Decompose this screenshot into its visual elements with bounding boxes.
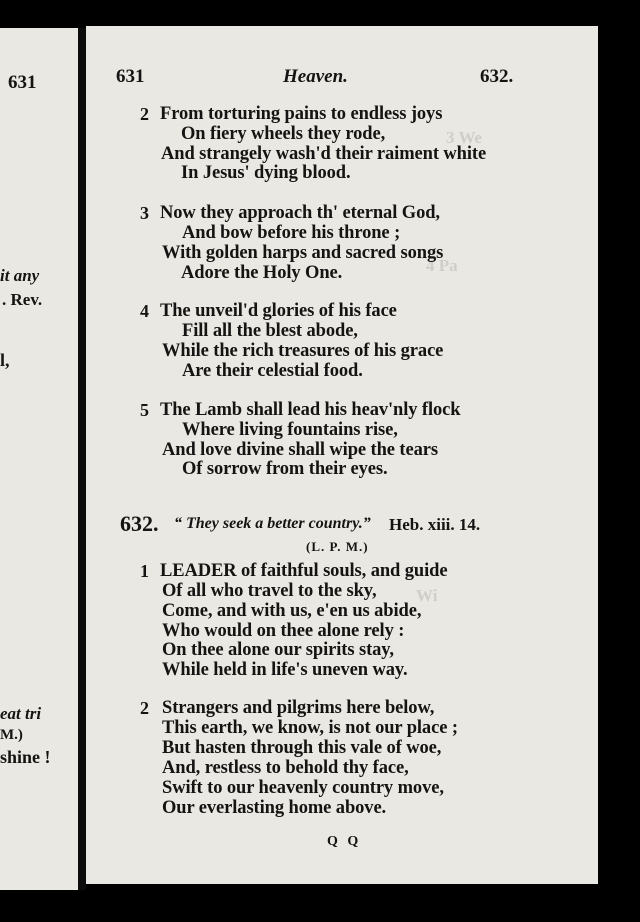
left-page-number: 631: [8, 72, 37, 93]
verse-line: The Lamb shall lead his heav'nly flock: [160, 400, 461, 420]
verse-line: And strangely wash'd their raiment white: [161, 144, 487, 164]
verse-line: Of sorrow from their eyes.: [182, 459, 388, 479]
left-page-fragment: l,: [0, 350, 10, 370]
verse-line: Fill all the blest abode,: [182, 321, 358, 341]
verse-line: From torturing pains to endless joys: [160, 104, 443, 124]
stanza-number: 3: [140, 203, 149, 223]
verse-line: And, restless to behold thy face,: [162, 758, 409, 778]
left-page-fragment: M.): [0, 727, 23, 743]
hymn-meter: (L. P. M.): [306, 539, 369, 554]
verse-line: Adore the Holy One.: [181, 263, 343, 283]
show-through: 4 Pa: [426, 256, 458, 275]
verse-line: Our everlasting home above.: [162, 798, 387, 818]
verse-line: Are their celestial food.: [182, 361, 363, 381]
book-gutter: [78, 28, 86, 890]
verse-line: Of all who travel to the sky,: [162, 581, 377, 601]
left-page-edge: [0, 28, 78, 890]
verse-line: In Jesus' dying blood.: [181, 163, 351, 183]
verse-line: Who would on thee alone rely :: [162, 621, 405, 641]
verse-line: Now they approach th' eternal God,: [160, 203, 440, 223]
show-through: Wi: [416, 586, 438, 605]
stanza-number: 2: [140, 104, 149, 124]
hymn-title: “ They seek a better country.”: [174, 515, 371, 532]
verse-line: Swift to our heavenly country move,: [162, 778, 444, 798]
verse-line: The unveil'd glories of his face: [160, 301, 397, 321]
stanza-number: 4: [140, 301, 149, 321]
header-page-number-left: 631: [116, 66, 145, 87]
verse-line: And love divine shall wipe the tears: [162, 440, 438, 460]
verse-line: And bow before his throne ;: [182, 223, 401, 243]
stanza-number: 5: [140, 400, 149, 420]
verse-line: While held in life's uneven way.: [162, 660, 408, 680]
left-page-fragment: eat tri: [0, 704, 42, 723]
verse-line: Where living fountains rise,: [182, 420, 398, 440]
verse-line: While the rich treasures of his grace: [162, 341, 444, 361]
running-head-title: Heaven.: [283, 66, 348, 87]
verse-line: Strangers and pilgrims here below,: [162, 698, 435, 718]
left-page-fragment: it any: [0, 266, 40, 285]
stanza-number: 2: [140, 698, 149, 718]
header-page-number-right: 632.: [480, 66, 514, 87]
left-page-fragment: . Rev.: [2, 290, 43, 309]
right-page: [86, 26, 598, 884]
verse-line: With golden harps and sacred songs: [162, 243, 444, 263]
left-page-fragment: shine !: [0, 747, 51, 767]
verse-line: This earth, we know, is not our place ;: [162, 718, 458, 738]
show-through: 3 We: [446, 128, 483, 147]
verse-line: On thee alone our spirits stay,: [162, 640, 394, 660]
stanza-number: 1: [140, 561, 149, 581]
verse-line: Come, and with us, e'en us abide,: [162, 601, 422, 621]
hymn-number: 632.: [120, 511, 159, 536]
printer-signature-mark: Q Q: [327, 834, 362, 849]
verse-line: But hasten through this vale of woe,: [162, 738, 442, 758]
verse-line: On fiery wheels they rode,: [181, 124, 386, 144]
scripture-reference: Heb. xiii. 14.: [389, 515, 481, 534]
verse-line: LEADER of faithful souls, and guide: [160, 561, 448, 581]
